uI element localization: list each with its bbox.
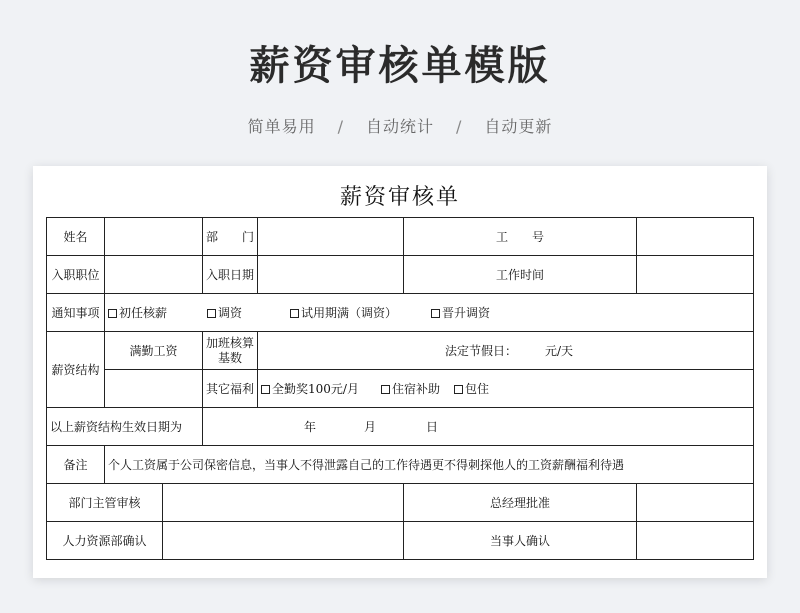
full-attendance-label: 满勤工资	[105, 332, 203, 370]
table-row	[47, 294, 754, 332]
remark-label: 备注	[47, 446, 105, 484]
benefit-options	[258, 370, 754, 408]
tag-easy: 简单易用	[247, 117, 316, 136]
checkbox[interactable]	[454, 385, 463, 394]
notice-options	[105, 294, 754, 332]
name-field[interactable]	[105, 218, 203, 256]
salary-structure-label: 薪资结构	[47, 332, 105, 408]
other-benefits-label: 其它福利	[203, 370, 258, 408]
position-field[interactable]	[105, 256, 203, 294]
dept-supervisor-label: 部门主管审核	[47, 484, 163, 522]
notice-option-adjust[interactable]: 调资	[207, 304, 242, 321]
day-label: 日	[426, 420, 439, 434]
hr-confirm-label: 人力资源部确认	[47, 522, 163, 560]
holiday-unit: 元/天	[545, 344, 574, 358]
party-confirm-label: 当事人确认	[404, 522, 637, 560]
work-time-field[interactable]	[637, 256, 754, 294]
table-row	[47, 370, 754, 408]
holiday-cell[interactable]	[258, 332, 754, 370]
month-label: 月	[364, 420, 377, 434]
position-label: 入职职位	[47, 256, 105, 294]
effective-date-label: 以上薪资结构生效日期为	[47, 408, 203, 446]
tag-separator: /	[337, 117, 344, 136]
checkbox[interactable]	[108, 309, 117, 318]
remark-text: 个人工资属于公司保密信息，当事人不得泄露自己的工作待遇更不得刺探他人的工资薪酬福利待遇	[105, 446, 754, 484]
table-row	[47, 484, 754, 522]
table-row	[47, 332, 754, 370]
work-time-label: 工作时间	[404, 256, 637, 294]
feature-tags	[0, 114, 800, 137]
form-sheet	[33, 166, 767, 578]
benefit-option-housing-allowance[interactable]: 住宿补助	[381, 380, 440, 397]
checkbox[interactable]	[207, 309, 216, 318]
year-label: 年	[304, 420, 317, 434]
dept-label: 部 门	[203, 218, 258, 256]
page-title: 薪资审核单模版	[249, 43, 551, 89]
full-attendance-field[interactable]	[105, 370, 203, 408]
tag-auto-stats: 自动统计	[365, 117, 434, 136]
tag-separator: /	[456, 117, 463, 136]
table-row	[47, 522, 754, 560]
gm-approval-field[interactable]	[637, 484, 754, 522]
effective-date-field[interactable]	[203, 408, 754, 446]
table-row	[47, 446, 754, 484]
party-confirm-field[interactable]	[637, 522, 754, 560]
checkbox[interactable]	[431, 309, 440, 318]
notice-option-promotion[interactable]: 晋升调资	[431, 304, 490, 321]
hire-date-label: 入职日期	[203, 256, 258, 294]
form-title: 薪资审核单	[339, 185, 460, 210]
hr-confirm-field[interactable]	[163, 522, 404, 560]
table-row	[47, 256, 754, 294]
table-row	[47, 218, 754, 256]
overtime-base-label: 加班核算基数	[203, 332, 258, 370]
notice-option-probation[interactable]: 试用期满（调资）	[290, 304, 397, 321]
empno-field[interactable]	[637, 218, 754, 256]
benefit-option-attendance[interactable]: 全勤奖100元/月	[261, 380, 359, 397]
checkbox[interactable]	[381, 385, 390, 394]
notice-option-initial[interactable]: 初任核薪	[108, 304, 167, 321]
benefit-option-housing[interactable]: 包住	[454, 380, 489, 397]
table-row	[47, 408, 754, 446]
checkbox[interactable]	[290, 309, 299, 318]
name-label: 姓名	[47, 218, 105, 256]
empno-label: 工 号	[404, 218, 637, 256]
checkbox[interactable]	[261, 385, 270, 394]
holiday-label: 法定节假日：	[445, 344, 518, 358]
salary-review-table	[46, 217, 754, 560]
gm-approval-label: 总经理批准	[404, 484, 637, 522]
hire-date-field[interactable]	[258, 256, 404, 294]
notice-label: 通知事项	[47, 294, 105, 332]
tag-auto-update: 自动更新	[484, 117, 553, 136]
dept-supervisor-field[interactable]	[163, 484, 404, 522]
dept-field[interactable]	[258, 218, 404, 256]
